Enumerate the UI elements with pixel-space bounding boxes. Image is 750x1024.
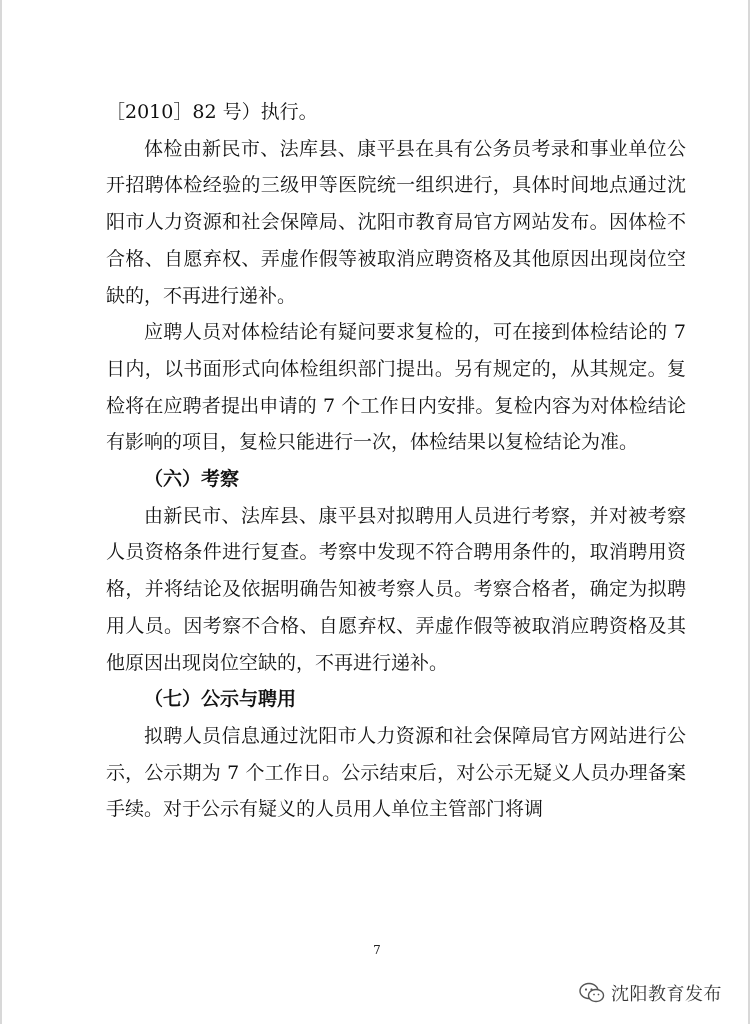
paragraph-inspection: 由新民市、法库县、康平县对拟聘用人员进行考察，并对被考察人员资格条件进行复查。考察中发现不符合聘用条件的，取消聘用资格，并将结论及依据明确告知被考察人员。考察合格者，确定为拟聘用人员。因考察不合格、自愿弃权、弄虚作假等被取消应聘资格及其他原因出现岗位空缺的，不再进行递补。 <box>106 504 686 674</box>
paragraph-re-exam: 应聘人员对体检结论有疑问要求复检的，可在接到体检结论的 7 日内，以书面形式向体检组织部门提出。另有规定的，从其规定。复检将在应聘者提出申请的 7 个工作日内安排。复检内容为对体检结论有影响的项目，复检只能进行一次，体检结果以复检结论为准。 <box>106 321 686 454</box>
watermark <box>579 978 722 1008</box>
paragraph-publicity: 拟聘人员信息通过沈阳市人力资源和社会保障局官方网站进行公示，公示期为 7 个工作日。公示结束后，对公示无疑义人员办理备案手续。对于公示有疑义的人员用人单位主管部门将调 <box>106 724 686 821</box>
document-body <box>106 94 686 828</box>
section-heading-publicity-hiring: （七）公示与聘用 <box>144 688 297 711</box>
section-heading-inspection: （六）考察 <box>144 468 240 491</box>
paragraph-physical-exam: 体检由新民市、法库县、康平县在具有公务员考录和事业单位公开招聘体检经验的三级甲等医院统一组织进行，具体时间地点通过沈阳市人力资源和社会保障局、沈阳市教育局官方网站发布。因体检不合格、自愿弃权、弄虚作假等被取消应聘资格及其他原因出现岗位空缺的，不再进行递补。 <box>106 137 686 307</box>
wechat-icon <box>579 982 605 1004</box>
paragraph-continuation: ［2010］82 号）执行。 <box>106 101 318 123</box>
page-number: 7 <box>373 943 381 957</box>
watermark-text: 沈阳教育发布 <box>611 984 722 1005</box>
